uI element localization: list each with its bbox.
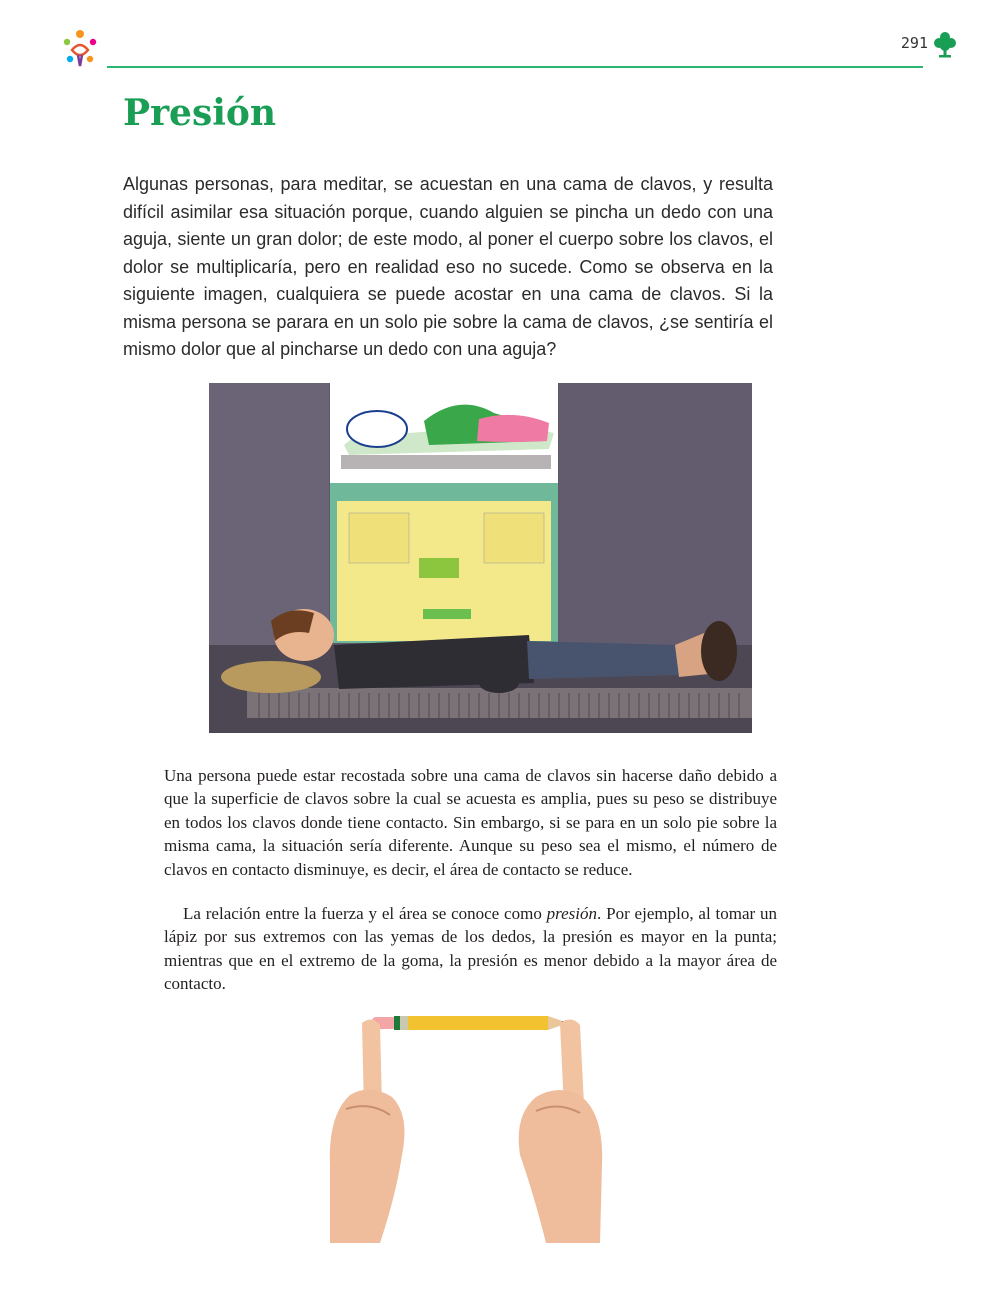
bed-of-nails-photo <box>209 383 752 733</box>
intro-paragraph: Algunas personas, para meditar, se acuestan en una cama de clavos, y resulta difícil asimilar esa situación porque, cuando alguien se pincha un dedo con una aguja, siente un gran dolor; de este modo, al poner el cuerpo sobre los clavos, el dolor se multiplicaría, pero en realidad eso no sucede. Como se observa en la siguiente imagen, cualquiera se puede acostar en una cama de clavos. Si la misma persona se parara en un solo pie sobre la cama de clavos, ¿se sentiría el mismo dolor que al pincharse un dedo con una aguja? <box>123 174 773 359</box>
page-title: Presión <box>123 92 277 134</box>
definition-text-after: . Por ejemplo, al tomar un lápiz por sus extremos con las yemas de los dedos, la presión es mayor en la punta; mientras que en el extremo de la goma, la presión es menor debido a la mayor área de contacto. <box>164 904 777 994</box>
pencil-fingers-photo <box>310 1005 640 1243</box>
pressure-definition-paragraph <box>164 902 777 996</box>
explanation-paragraph: Una persona puede estar recostada sobre una cama de clavos sin hacerse daño debido a que la superficie de clavos sobre la cual se acuesta es amplia, pues su peso se distribuye en todos los clavos donde tiene contacto. Sin embargo, si se para en un solo pie sobre la misma cama, la situación sería diferente. Aunque su peso sea el mismo, el número de clavos en contacto disminuye, es decir, el área de contacto se reduce. <box>164 766 777 879</box>
header-rule <box>107 66 923 68</box>
pressure-term: presión <box>546 904 598 923</box>
logo-icon <box>58 26 102 70</box>
page-number: 291 <box>900 34 928 52</box>
tree-icon <box>933 30 957 58</box>
definition-text-before: La relación entre la fuerza y el área se conoce como <box>183 904 547 923</box>
